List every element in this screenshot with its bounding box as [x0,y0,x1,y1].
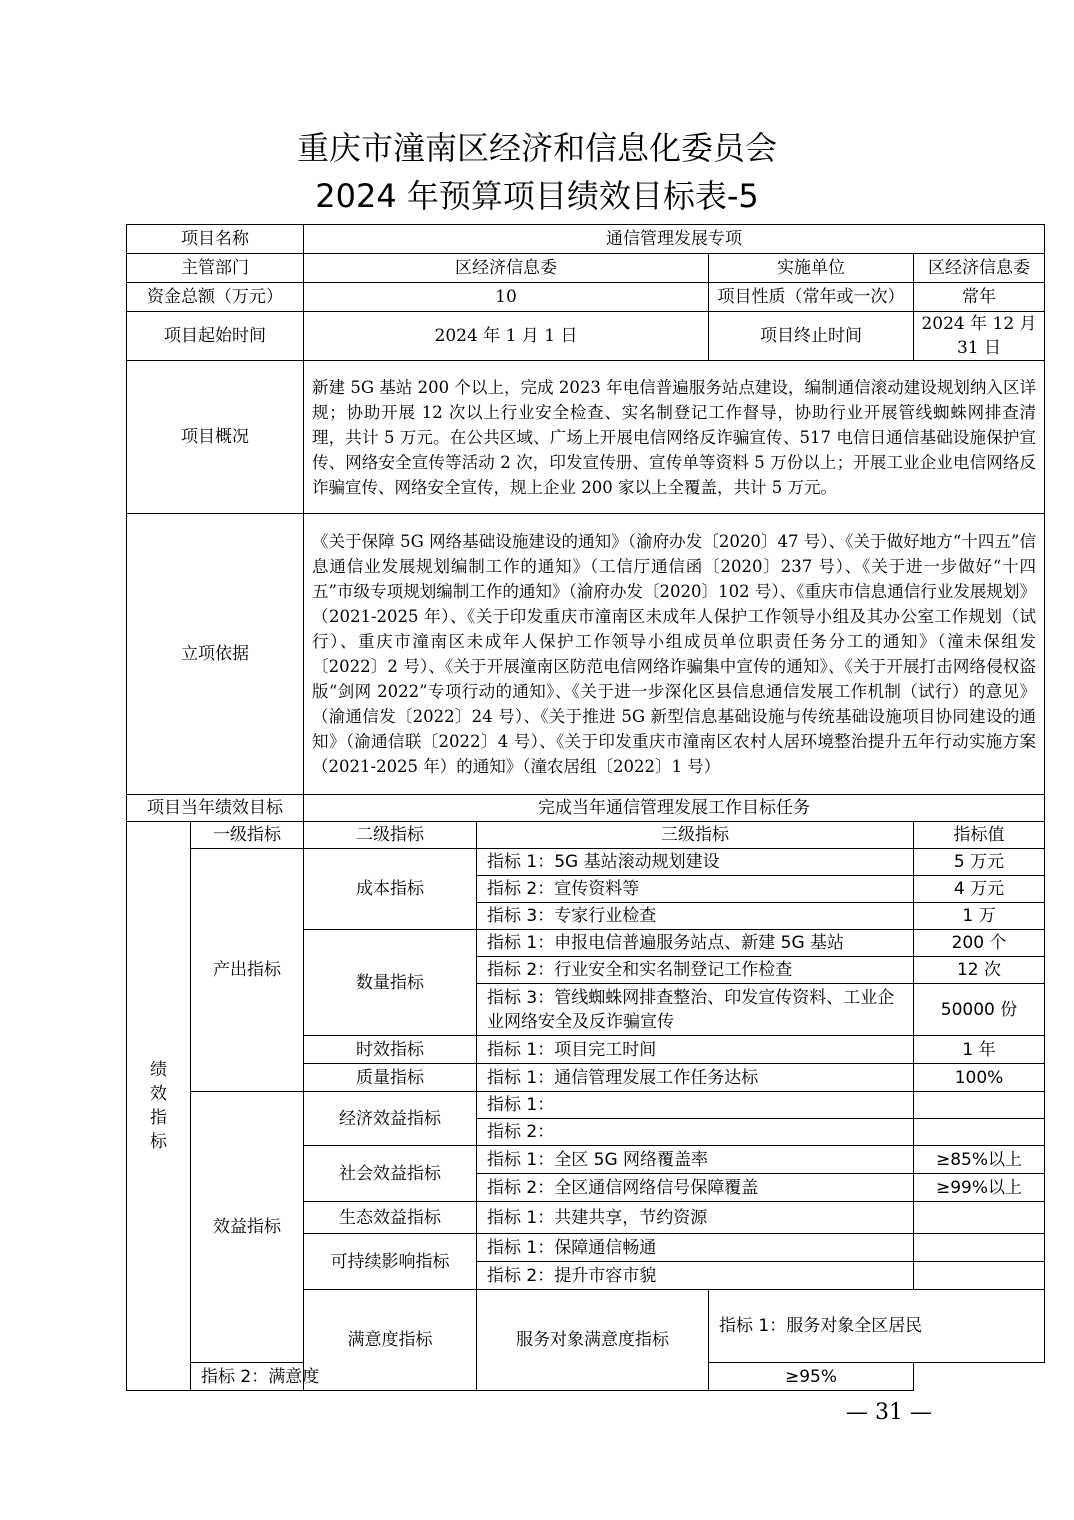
sustain-indicator-1: 指标 1：保障通信畅通 [477,1234,914,1262]
quantity-indicator-2-value: 12 次 [914,957,1045,984]
overview-label: 项目概况 [127,361,304,514]
econ-indicator-label: 经济效益指标 [304,1092,477,1146]
doc-title-line2: 2024 年预算项目绩效目标表-5 [315,177,759,215]
benefit-indicator-label: 效益指标 [191,1092,304,1363]
header-level1: 一级指标 [191,822,304,849]
dept-value: 区经济信息委 [304,254,709,283]
overview-text: 新建 5G 基站 200 个以上，完成 2023 年电信普遍服务站点建设，编制通信滚动建设规划纳入区详规；协助开展 12 次以上行业安全检查、实名制登记工作督导，协助行业开展管线蜘蛛网排查清理，共计 5 万元。在公共区域、广场上开展电信网络反诈骗宣传、517 电信日通信基础设施保护宣传、网络安全宣传等活动 2 次，印发宣传册、宣传单等资料 5 万份以上；开展工业企业电信网络反诈骗宣传、网络安全宣传，规上企业 200 家以上全覆盖，共计 5 万元。 [304,361,1045,514]
nature-value: 常年 [914,283,1045,312]
satisfaction-indicator-2-value: ≥95% [709,1363,914,1391]
start-label: 项目起始时间 [127,312,304,361]
eco-indicator-1-value [914,1202,1045,1234]
satisfaction-indicator-1: 指标 1：服务对象全区居民 [709,1290,1045,1363]
sustain-indicator-2-value [914,1262,1045,1290]
quantity-indicator-3-value: 50000 份 [914,984,1045,1036]
funds-value: 10 [304,283,709,312]
econ-indicator-1: 指标 1： [477,1092,914,1119]
satisfaction-indicator-2: 指标 2：满意度 [191,1363,477,1391]
sustain-indicator-2: 指标 2：提升市容市貌 [477,1262,914,1290]
eco-indicator-1: 指标 1：共建共享，节约资源 [477,1202,914,1234]
project-name-value: 通信管理发展专项 [304,225,1045,254]
cost-indicator-3: 指标 3：专家行业检查 [477,903,914,930]
quality-indicator-label: 质量指标 [304,1064,477,1092]
header-level2: 二级指标 [304,822,477,849]
econ-indicator-1-value [914,1092,1045,1119]
cost-indicator-3-value: 1 万 [914,903,1045,930]
cost-indicator-1: 指标 1：5G 基站滚动规划建设 [477,849,914,876]
quantity-indicator-label: 数量指标 [304,930,477,1036]
goal-label: 项目当年绩效目标 [127,795,304,822]
goal-value: 完成当年通信管理发展工作目标任务 [304,795,1045,822]
time-indicator-label: 时效指标 [304,1036,477,1064]
doc-title-line1: 重庆市潼南区经济和信息化委员会 [296,129,777,167]
eco-indicator-label: 生态效益指标 [304,1202,477,1234]
time-indicator-1-value: 1 年 [914,1036,1045,1064]
nature-label: 项目性质（常年或一次） [709,283,914,312]
page-number: — 31 — [846,1400,932,1425]
satisfaction-sub-label: 服务对象满意度指标 [477,1290,709,1391]
sustain-indicator-label: 可持续影响指标 [304,1234,477,1290]
quality-indicator-1: 指标 1：通信管理发展工作任务达标 [477,1064,914,1092]
time-indicator-1: 指标 1：项目完工时间 [477,1036,914,1064]
sustain-indicator-1-value [914,1234,1045,1262]
social-indicator-1: 指标 1：全区 5G 网络覆盖率 [477,1146,914,1174]
cost-indicator-2: 指标 2：宣传资料等 [477,876,914,903]
social-indicator-label: 社会效益指标 [304,1146,477,1202]
quantity-indicator-1: 指标 1：申报电信普遍服务站点、新建 5G 基站 [477,930,914,957]
end-value: 2024 年 12 月 31 日 [914,312,1045,361]
start-value: 2024 年 1 月 1 日 [304,312,709,361]
output-indicator-label: 产出指标 [191,849,304,1092]
header-value: 指标值 [914,822,1045,849]
quality-indicator-1-value: 100% [914,1064,1045,1092]
quantity-indicator-1-value: 200 个 [914,930,1045,957]
cost-indicator-1-value: 5 万元 [914,849,1045,876]
perf-section-label: 绩 效 指 标 [127,822,191,1391]
project-name-label: 项目名称 [127,225,304,254]
funds-label: 资金总额（万元） [127,283,304,312]
satisfaction-indicator-label: 满意度指标 [304,1290,477,1391]
dept-label: 主管部门 [127,254,304,283]
social-indicator-2-value: ≥99%以上 [914,1174,1045,1202]
social-indicator-1-value: ≥85%以上 [914,1146,1045,1174]
cost-indicator-label: 成本指标 [304,849,477,930]
impl-value: 区经济信息委 [914,254,1045,283]
quantity-indicator-3: 指标 3：管线蜘蛛网排查整治、印发宣传资料、工业企业网络安全及反诈骗宣传 [477,984,914,1036]
econ-indicator-2-value [914,1119,1045,1146]
quantity-indicator-2: 指标 2：行业安全和实名制登记工作检查 [477,957,914,984]
performance-table [126,224,1045,1391]
basis-text: 《关于保障 5G 网络基础设施建设的通知》（渝府办发〔2020〕47 号）、《关于做好地方“十四五”信息通信业发展规划编制工作的通知》（工信厅通信函〔2020〕237 号）、《关于进一步做好“十四五”市级专项规划编制工作的通知》（渝府办发〔2020〕102 号）、《重庆市信息通信行业发展规划》（2021-2025 年）、《关于印发重庆市潼南区未成年人保护工作领导小组及其办公室工作规划（试行）、重庆市潼南区未成年人保护工作领导小组成员单位职责任务分工的通知》（潼未保组发〔2022〕2 号）、《关于开展潼南区防范电信网络诈骗集中宣传的通知》、《关于开展打击网络侵权盗版“剑网 2022”专项行动的通知》、《关于进一步深化区县信息通信发展工作机制（试行）的意见》（渝通信发〔2022〕24 号）、《关于推进 5G 新型信息基础设施与传统基础设施项目协同建设的通知》（渝通信联〔2022〕4 号）、《关于印发重庆市潼南区农村人居环境整治提升五年行动实施方案（2021-2025 年）的通知》（潼农居组〔2022〕1 号） [304,514,1045,795]
cost-indicator-2-value: 4 万元 [914,876,1045,903]
basis-label: 立项依据 [127,514,304,795]
impl-label: 实施单位 [709,254,914,283]
end-label: 项目终止时间 [709,312,914,361]
econ-indicator-2: 指标 2： [477,1119,914,1146]
social-indicator-2: 指标 2：全区通信网络信号保障覆盖 [477,1174,914,1202]
header-level3: 三级指标 [477,822,914,849]
